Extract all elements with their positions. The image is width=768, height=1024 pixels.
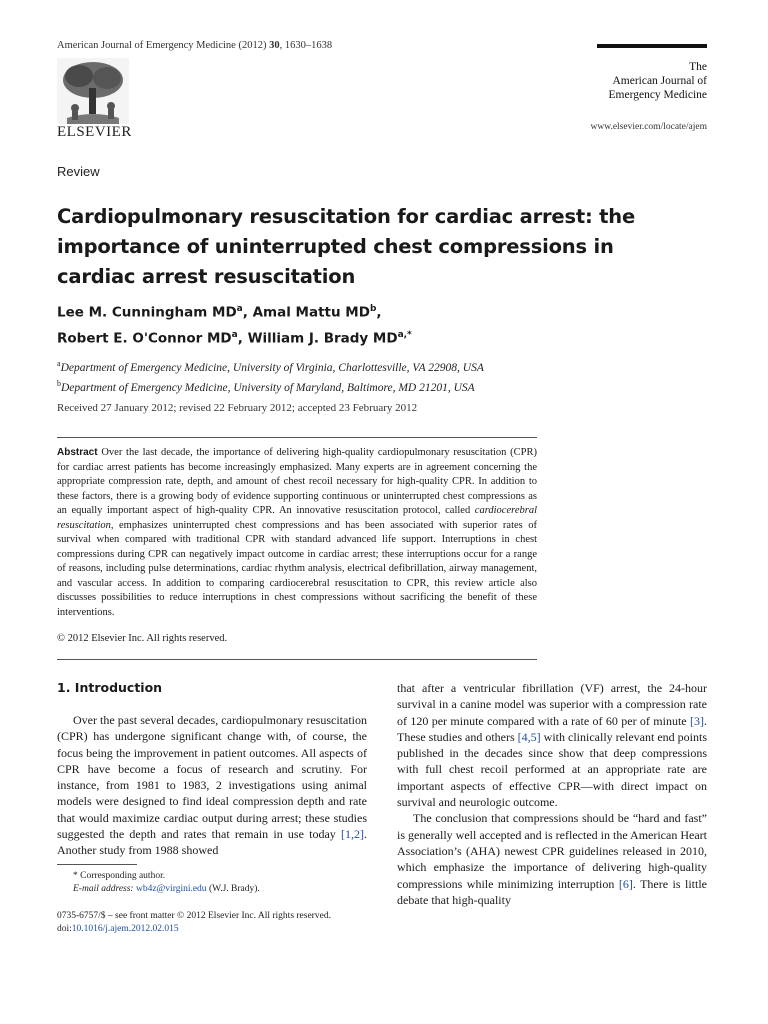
reference-link[interactable]: [6] [618,876,633,891]
affiliation-line [57,356,697,376]
article-title: Cardiopulmonary resuscitation for cardiac arrest: the importance of uninterrupted chest compressions in cardiac arrest resuscitation [57,205,635,288]
affiliation-key: b [57,378,61,388]
author-name: Lee M. Cunningham MD [57,304,237,321]
body-text: . There is little debate that high-quality [397,876,707,907]
journal-title-line: The [689,61,707,73]
abstract-block [57,446,537,620]
body-paragraph [397,810,707,908]
corresponding-author-footnote [57,870,357,896]
body-column-left [57,712,367,859]
author-separator: , [237,330,248,346]
affiliation-line [57,376,697,396]
abstract-italic-term: cardiocerebral resuscitation [57,505,537,531]
abstract-top-rule [57,437,537,438]
author-affiliation-mark: a [231,329,238,340]
affiliation-text: Department of Emergency Medicine, University of Maryland, Baltimore, MD 21201, USA [61,381,475,394]
issn-line: 0735-6757/$ – see front matter © 2012 Elsevier Inc. All rights reserved. [57,911,331,921]
section-heading-introduction: 1. Introduction [57,680,163,695]
author-separator: , [242,304,253,321]
abstract-copyright: © 2012 Elsevier Inc. All rights reserved. [57,633,228,644]
citation-journal: American Journal of Emergency Medicine (2012) [57,40,270,51]
affiliation-key: a [57,359,61,368]
body-text: . Another study from 1988 showed [57,827,367,858]
issn-doi-block [57,910,377,936]
author-name: Robert E. O'Connor MD [57,330,232,346]
body-text: The conclusion that compressions should be “hard and fast” is generally well accepted and is reflected in the American Heart Association’s (AHA) newest CPR guidelines released in 2010, which emphasize the importance of delivering high-quality compressions while minimizing interruption [397,811,707,891]
reference-link[interactable]: [4,5] [517,729,541,744]
author-list [57,298,697,349]
journal-title-block [560,60,707,102]
journal-title-line: Emergency Medicine [608,89,707,101]
footnote-rule [57,864,137,865]
doi-line [57,923,377,936]
publisher-name: ELSEVIER [57,124,132,140]
email-owner: (W.J. Brady). [206,884,260,894]
abstract-text: , emphasizes uninterrupted chest compressions and has been associated with superior rates of survival when compared with traditional CPR with standard advanced life support. Interruptions in chest compressions during CPR can negatively impact outcome in cardiac arrest; these interruptions occur for a range of reasons, including pulse determinations, cardiac rhythm analysis, electrical defibrillation, airway management, and vascular access. In addition to comparing cardiocerebral resuscitation to CPR, this review article also discusses possibilities to reduce interruptions in chest compressions without sacrificing the benefit of these interventions. [57,519,537,618]
author-affiliation-mark: b [369,304,377,314]
author-affiliation-mark: a [236,304,243,314]
email-label: E-mail address: [73,884,136,894]
article-type-label: Review [57,164,100,179]
abstract-bottom-rule [57,659,537,660]
author-name: William J. Brady MD [247,330,398,346]
elsevier-tree-logo [57,58,129,124]
body-text: with clinically relevant end points published in the decades since show that deep compressions with full chest recoil performed at an appropriate rate are important aspects of effective CPR—with direct impact on survival and neurologic outcome. [397,729,707,810]
body-column-right [397,680,707,908]
body-text: that after a ventricular fibrillation (VF) arrest, the 24-hour survival in a canine model was superior with a compression rate of 120 per minute compared with a rate of 60 per of minute [397,681,707,728]
journal-title-line: American Journal of [612,75,707,87]
body-text: Over the past several decades, cardiopulmonary resuscitation (CPR) has undergone significant change with, of course, the focus being the improvement in patient outcomes. All aspects of CPR have become a focus of research and scrutiny. For instance, from 1981 to 1983, 2 investigations using animal models were designed to find ideal compression depth and rate that would maximize cardiac output during arrest; these studies suggested the depth and rates that remain in use today [57,713,367,842]
reference-link[interactable]: [3] [690,713,704,728]
body-paragraph [397,680,707,810]
author-affiliation-mark: a,* [397,329,412,340]
affiliation-text: Department of Emergency Medicine, University of Virginia, Charlottesville, VA 22908, USA [60,361,484,374]
article-history-dates: Received 27 January 2012; revised 22 February 2012; accepted 23 February 2012 [57,402,418,414]
abstract-text: Over the last decade, the importance of delivering high-quality cardiopulmonary resuscitation (CPR) for cardiac arrest patients has become increasingly emphasized. Many experts are in agreement concerning the appropriate compression rate, depth, and amount of chest recoil necessary for high-quality CPR. In addition to these factors, there is a growing body of evidence supporting continuous or uninterrupted chest compressions as an equally important aspect of high-quality CPR. An innovative resuscitation protocol, called [57,447,537,516]
doi-link[interactable]: 10.1016/j.ajem.2012.02.015 [71,924,179,934]
footnote-email-line [73,883,357,896]
citation-pages: , 1630–1638 [279,40,333,51]
email-link[interactable]: wb4z@virgini.edu [135,884,207,894]
journal-title-rule [597,44,707,48]
abstract-label: Abstract [57,447,98,458]
footnote-corresponding: * Corresponding author. [73,871,166,881]
citation-volume: 30 [269,40,280,51]
reference-link[interactable]: [1,2] [341,827,364,842]
doi-label: doi: [57,924,72,934]
affiliations [57,356,697,396]
body-text: . These studies and others [397,713,707,744]
journal-url-link[interactable]: www.elsevier.com/locate/ajem [590,122,707,132]
author-name: Amal Mattu MD [252,304,370,321]
body-paragraph [57,712,367,859]
author-separator: , [376,304,382,321]
journal-citation [57,40,332,51]
